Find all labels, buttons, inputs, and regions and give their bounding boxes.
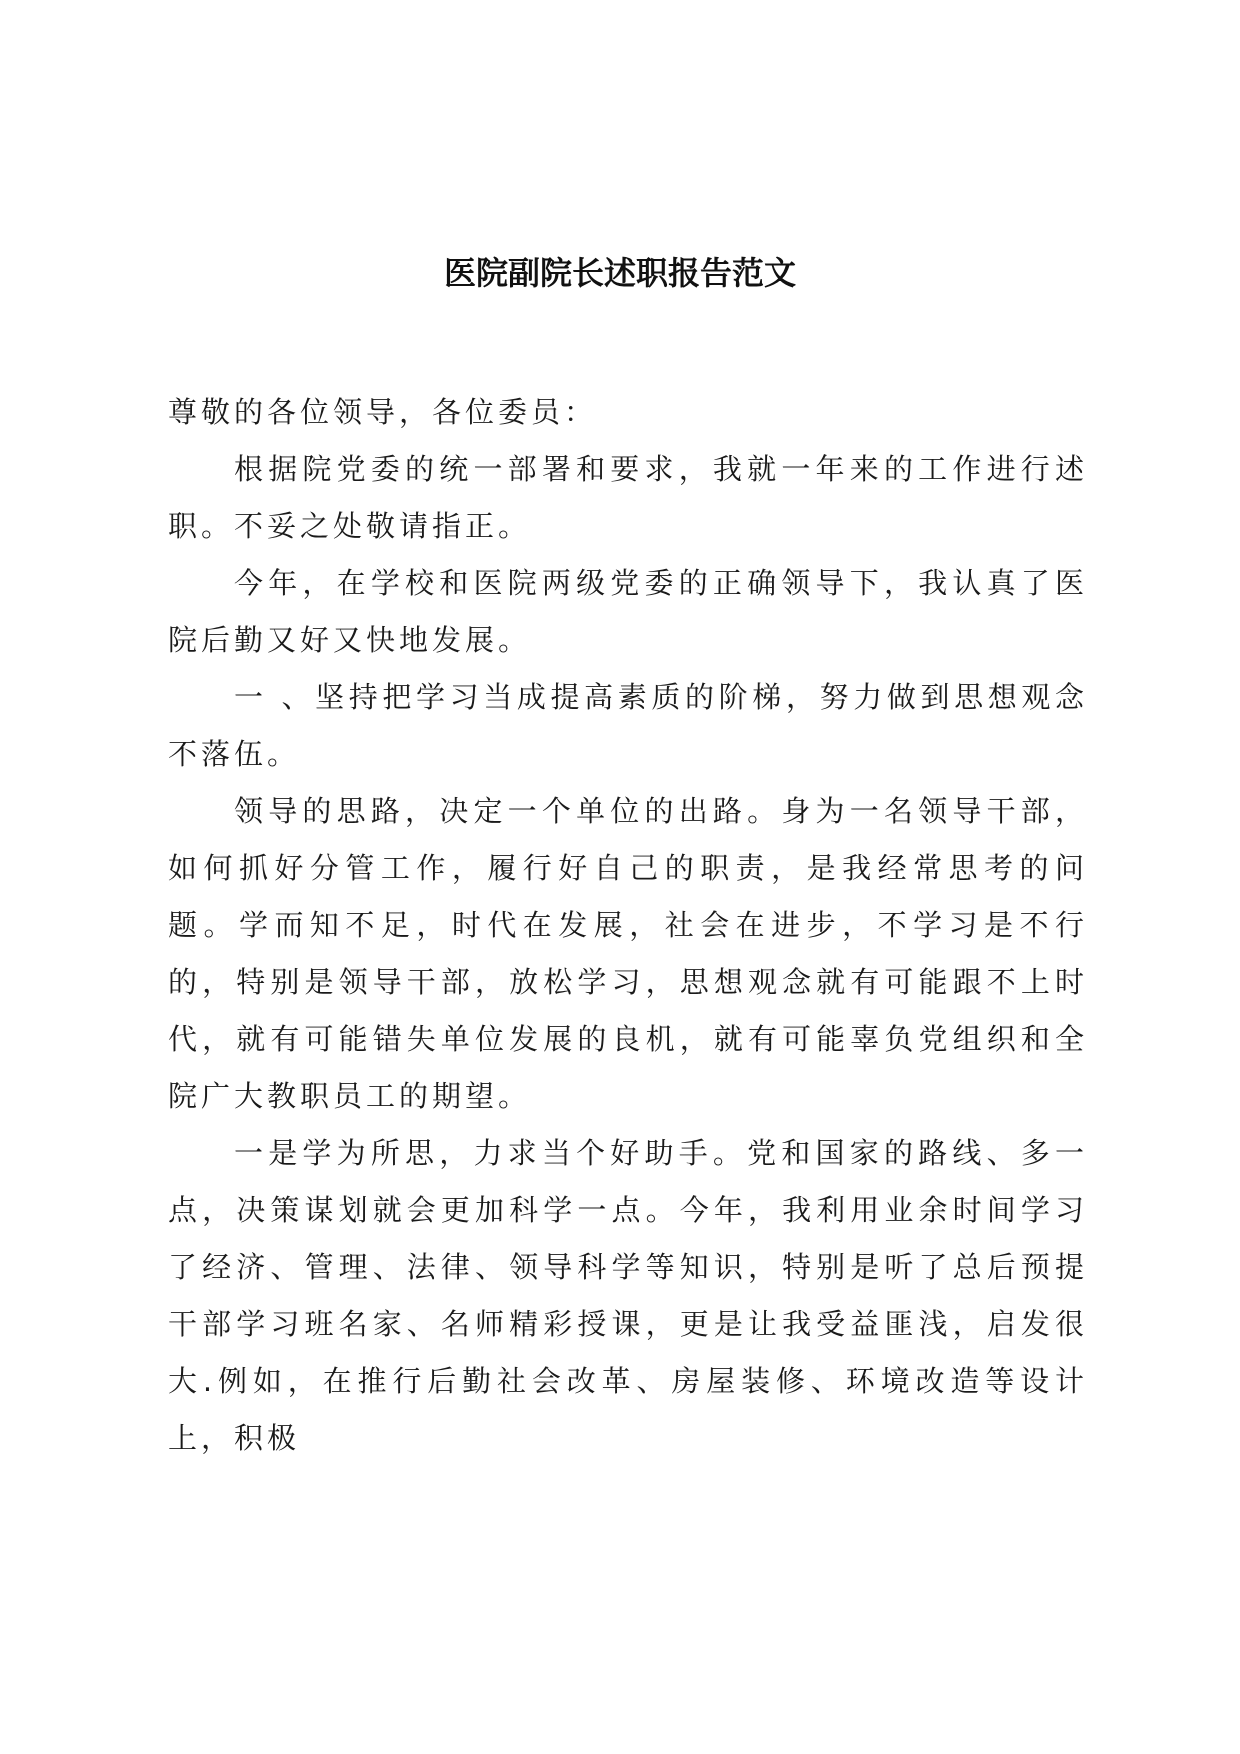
summary-paragraph: 今年，在学校和医院两级党委的正确领导下，我认真了医院后勤又好又快地发展。 <box>168 566 1088 657</box>
intro-paragraph: 根据院党委的统一部署和要求，我就一年来的工作进行述职。不妥之处敬请指正。 <box>168 452 1088 543</box>
salutation-paragraph: 尊敬的各位领导，各位委员： <box>168 395 598 429</box>
body-paragraph: 一是学为所思，力求当个好助手。党和国家的路线、多一点，决策谋划就会更加科学一点。今年，我利用业余时间学习了经济、管理、法律、领导科学等知识，特别是听了总后预提干部学习班名家、名师精彩授课，更是让我受益匪浅，启发很大.例如，在推行后勤社会改革、房屋装修、环境改造等设计上，积极 <box>168 1136 1088 1455</box>
document-body <box>168 384 1088 1467</box>
document-title: 医院副院长述职报告范文 <box>443 254 796 292</box>
section-heading-paragraph: 一 、坚持把学习当成提高素质的阶梯，努力做到思想观念不落伍。 <box>168 680 1088 771</box>
body-paragraph: 领导的思路，决定一个单位的出路。身为一名领导干部，如何抓好分管工作，履行好自己的职责，是我经常思考的问题。学而知不足，时代在发展，社会在进步，不学习是不行的，特别是领导干部，放松学习，思想观念就有可能跟不上时代，就有可能错失单位发展的良机，就有可能辜负党组织和全院广大教职员工的期望。 <box>168 794 1088 1113</box>
